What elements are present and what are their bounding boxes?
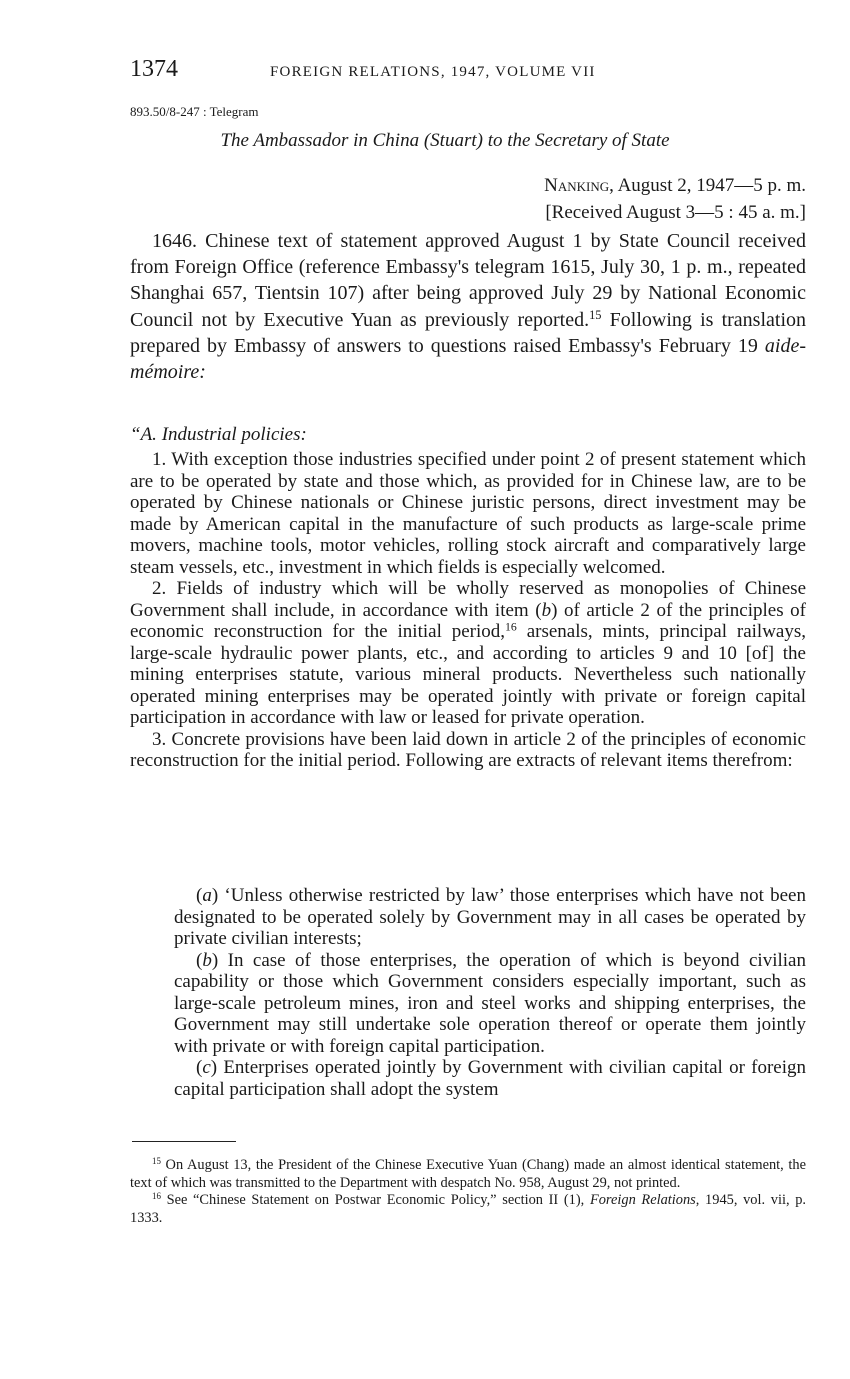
item-a-text: ‘Unless otherwise restricted by law’ those enterprises which have not been designated to be operated solely by Government may in all cases be operated by private civilian interests; [174, 885, 806, 949]
paragraph-3: 3. Concrete provisions have been laid down in article 2 of the principles of economic reconstruction for the initial period. Following are extracts of relevant items therefrom: [130, 728, 806, 771]
file-reference: 893.50/8-247 : Telegram [130, 104, 259, 119]
dateline [544, 172, 806, 226]
section-label: “A. [130, 424, 162, 445]
extract-item-c: (c) Enterprises operated jointly by Government with civilian capital or foreign capital participation shall adopt the system [174, 1057, 806, 1100]
paragraph-2-part-c: arsenals, mints, principal railways, large-scale hydraulic power plants, etc., and according to articles 9 and 10 [of] the mining enterprises statute, various mineral products. Nevertheless such nationally operated mining enterprises may be operated jointly with private or foreign capital participation in accordance with law or leased for private operation. [130, 621, 806, 728]
item-b-text: In case of those enterprises, the operation of which is beyond civilian capability or those which Government considers especially important, such as large-scale petroleum mines, iron and steel works and shipping enterprises, the Government may still undertake sole operation thereof or operate them jointly with private or with foreign capital participation. [174, 949, 806, 1057]
footnotes [130, 1157, 806, 1227]
paragraph-1: 1. With exception those industries specified under point 2 of present statement which are to be operated by state and those which, as provided for in Chinese law, are to be operated by Chinese nationals or Chinese juristic persons, direct investment may be made by American capital in the manufacture of such products as large-scale prime movers, machine tools, motor vehicles, rolling stock aircraft and comparatively large steam vessels, etc., investment in which fields is especially welcomed. [130, 449, 806, 578]
item-c-label: c [202, 1057, 211, 1078]
paragraph-2-item: b [541, 599, 552, 621]
running-title: FOREIGN RELATIONS, 1947, VOLUME VII [270, 64, 596, 80]
extract-item-a: (a) ‘Unless otherwise restricted by law’ those enterprises which have not been designated to be operated solely by Government may in all cases be operated by private civilian interests; [174, 885, 806, 949]
footnote-divider [132, 1141, 236, 1142]
footnote-16-text: See “Chinese Statement on Postwar Economic Policy,” section II (1), [160, 1192, 590, 1208]
intro-paragraph [130, 228, 806, 385]
item-a-label: a [202, 885, 212, 906]
extract-items [174, 885, 806, 1100]
section-heading [130, 424, 307, 446]
paragraph-2 [130, 578, 806, 729]
footnote-ref-16: 16 [505, 620, 517, 634]
footnote-16-end: , 1945, vol. vii, p. 1333. [130, 1192, 806, 1226]
item-c-text: Enterprises operated jointly by Government with civilian capital or foreign capital participation shall adopt the system [174, 1057, 806, 1100]
dateline-place: Nanking [544, 175, 610, 196]
paragraph-2-part-b: ) of article 2 of the principles of economic reconstruction for the initial period, [130, 599, 806, 642]
running-head [130, 56, 810, 90]
intro-text-part1: 1646. Chinese text of statement approved August 1 by State Council received from Foreign Office (reference Embassy's telegram 1615, July 30, 1 p. m., repeated Shanghai 657, Tientsin 107) after being approved July 29 by National Economic Council not by Executive Yuan as previously reported. [130, 230, 806, 331]
dateline-received: [Received August 3—5 : 45 a. m.] [545, 202, 806, 223]
intro-text [130, 228, 806, 385]
dateline-date: , August 2, 1947—5 p. m. [609, 175, 806, 196]
footnote-16-italic: Foreign Relations [589, 1192, 696, 1208]
footnote-ref-15: 15 [589, 307, 602, 322]
intro-italic-term: aide-mémoire: [130, 334, 806, 384]
page-number: 1374 [130, 56, 178, 82]
extract-item-b: (b) In case of those enterprises, the operation of which is beyond civilian capability or those which Government considers especially important, such as large-scale petroleum mines, iron and steel works and shipping enterprises, the Government may still undertake sole operation thereof or operate them jointly with private or with foreign capital participation. [174, 949, 806, 1057]
footnote-15 [130, 1157, 806, 1192]
paragraph-2-part-a: 2. Fields of industry which will be wholly reserved as monopolies of Chinese Government shall include, in accordance with item ( [130, 578, 806, 621]
section-title: Industrial policies: [161, 424, 307, 445]
document-heading: The Ambassador in China (Stuart) to the Secretary of State [220, 130, 670, 151]
footnote-15-text: On August 13, the President of the Chinese Executive Yuan (Chang) made an almost identical statement, the text of which was transmitted to the Department with despatch No. 958, August 29, not printed. [130, 1157, 806, 1191]
footnote-16 [130, 1192, 806, 1227]
footnote-15-number: 15 [152, 1156, 161, 1167]
numbered-paragraphs [130, 449, 806, 772]
item-b-label: b [202, 949, 212, 971]
dateline-sent [544, 172, 806, 199]
intro-text-part2: Following is translation prepared by Embassy of answers to questions raised Embassy's February 19 [130, 308, 807, 357]
footnote-16-number: 16 [152, 1191, 161, 1202]
